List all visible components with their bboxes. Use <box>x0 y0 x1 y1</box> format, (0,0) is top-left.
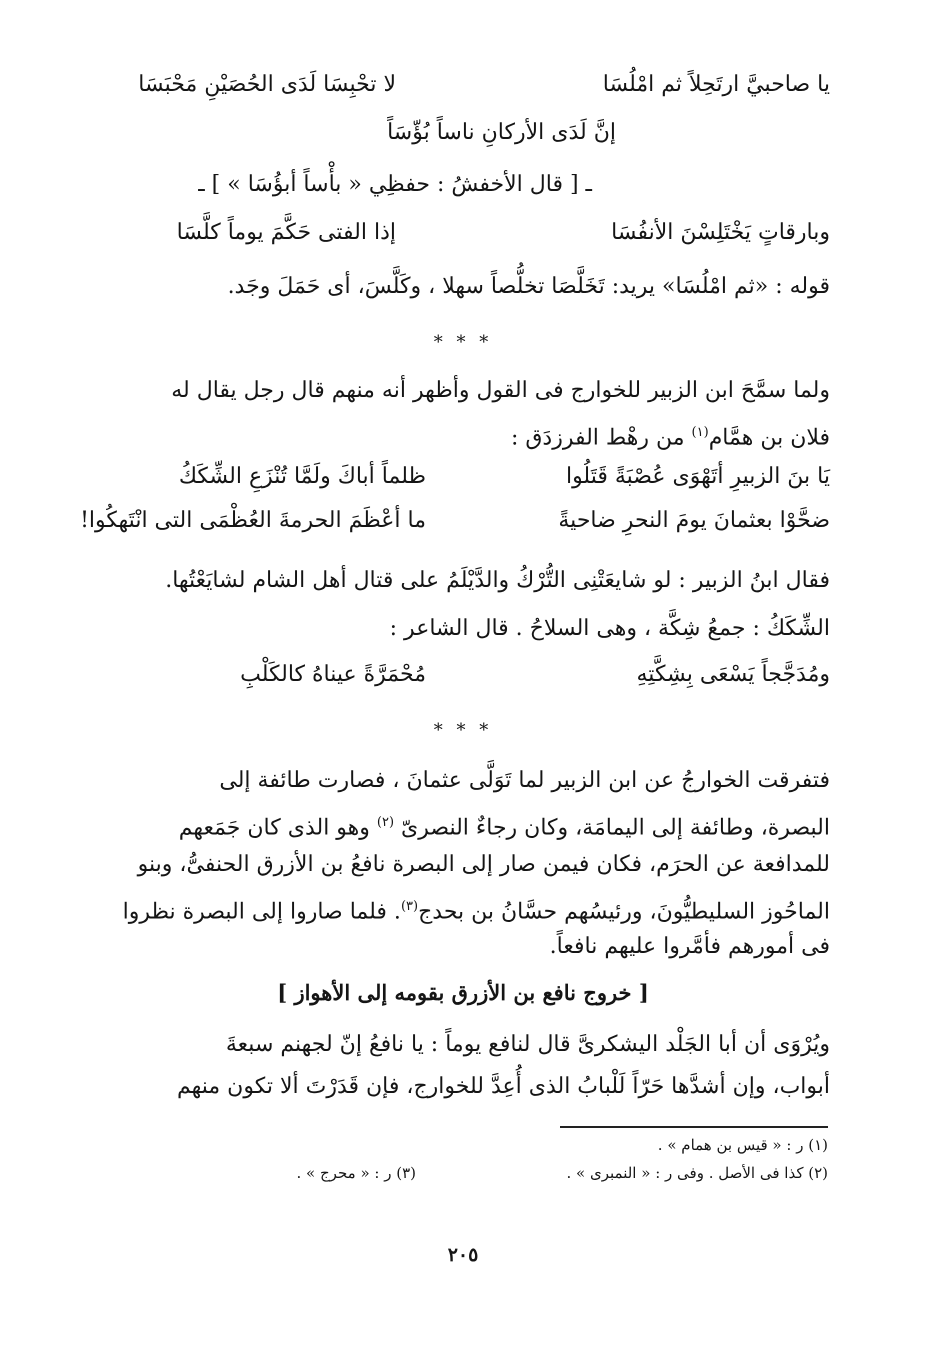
paragraph-line <box>511 418 830 453</box>
gloss-paragraph: قوله : «ثم امْلُسَا» يريد: تَخَلَّصَا تخلُّصاً سهلا ، وكَلَّسَ، أى حَمَلَ وجَد. <box>227 274 830 299</box>
verse-hemistich: إذا الفتى حَكَّمَ يوماً كلَّسَا <box>176 220 396 245</box>
section-divider: * * * <box>433 332 493 353</box>
footnote: (٣) ر : « محرج » . <box>296 1164 416 1182</box>
paragraph-line: فتفرقت الخوارجُ عن ابن الزبير لما تَوَلَّى عثمانَ ، فصارت طائفة إلى <box>219 768 830 793</box>
page-number: ٢٠٥ <box>447 1244 479 1266</box>
paragraph-line: الشِّكَكُ : جمعُ شِكَّة ، وهى السلاحُ . قال الشاعر : <box>389 616 830 641</box>
verse-hemistich: وبارقاتٍ يَخْتَلِسْنَ الأنفُسَا <box>611 220 830 245</box>
verse-hemistich: ضحَّوْا بعثمانَ يومَ النحرِ ضاحيةً <box>558 508 830 533</box>
verse-hemistich: يا صاحبيَّ ارتَحِلاً ثم امْلُسَا <box>602 72 830 97</box>
verse-hemistich: لا تحْبِسَا لَدَى الحُصَيْنِ مَحْبَسَا <box>138 72 396 97</box>
text-run: من رهْط الفرزدَق : <box>510 425 692 451</box>
footnote-ref: (٢) <box>376 815 395 830</box>
verse-hemistich: يَا بنَ الزبيرِ أتَهْوَى عُصْبَةً قَتَلُوا <box>565 464 830 489</box>
paragraph-line <box>179 808 830 843</box>
verse-hemistich: ظلماً أباكَ ولَمَّا تُنْزَعِ الشِّكَكُ <box>178 464 426 489</box>
paragraph-line: ولما سمَّحَ ابن الزبير للخوارج فى القول وأظهر أنه منهم قال رجل يقال له <box>171 378 830 403</box>
verse-hemistich: ما أعْظَمَ الحرمةَ العُظْمَى التى انْتَهكُوا! <box>80 508 426 533</box>
text-run: . فلما صاروا إلى البصرة نظروا <box>122 899 401 925</box>
verse-line-centered: إنَّ لَدَى الأركانِ ناساً بُؤّسَاً <box>387 120 616 145</box>
paragraph-line: فقال ابنُ الزبير : لو شايعَتْنِى التُّرْكُ والدَّيْلَمُ على قتال أهل الشام لشايَعْتُها. <box>165 568 830 593</box>
footnote-rule <box>560 1126 828 1128</box>
paragraph-line: فى أمورهم فأمَّروا عليهم نافعاً. <box>549 934 830 959</box>
section-heading: [ خروج نافع بن الأزرق بقومه إلى الأهواز ] <box>277 980 649 1005</box>
text-run: وهو الذى كان جَمَعهم <box>178 815 377 841</box>
footnote-ref: (١) <box>691 425 709 440</box>
text-run: الماحُوز السليطيُّونَ، ورئيسُهم حسَّانُ بن بحدج <box>418 899 830 925</box>
footnote-ref: (٣) <box>400 899 419 914</box>
text-run: البصرة، وطائفة إلى اليمامَة، وكان رجاءٌ النصرىّ <box>394 815 830 841</box>
verse-hemistich: مُحْمَرَّةً عيناهُ كالكَلْبِ <box>240 662 426 687</box>
text-run: فلان بن همَّام <box>708 425 830 451</box>
paragraph-line: للمدافعة عن الحرَم، فكان فيمن صار إلى البصرة نافعُ بن الأزرق الحنفىُّ، وبنو <box>137 852 830 877</box>
paragraph-line <box>123 892 830 927</box>
paragraph-line: ويُرْوَى أن أبا الجَلْد اليشكرىَّ قال لنافع يوماً : يا نافعُ إنّ لجهنم سبعةَ <box>225 1032 830 1057</box>
section-divider: * * * <box>433 720 493 741</box>
editor-note: ـ [ قال الأخفشُ : حفظِي « بأْساً أبؤُسَا » ] ـ <box>198 172 592 197</box>
footnote: (٢) كذا فى الأصل . وفى ر : « النمبرى » . <box>566 1164 828 1182</box>
footnote: (١) ر : « قيس بن همام » . <box>657 1136 828 1154</box>
verse-hemistich: ومُدَجَّجاً يَسْعَى بِشِكَّتِهِ <box>636 662 830 687</box>
paragraph-line: أبواب، وإن أشدَّها حَرّاً لَلْبابُ الذى أُعِدَّ للخوارج، فإن قَدَرْتَ ألا تكون منهم <box>176 1074 830 1099</box>
